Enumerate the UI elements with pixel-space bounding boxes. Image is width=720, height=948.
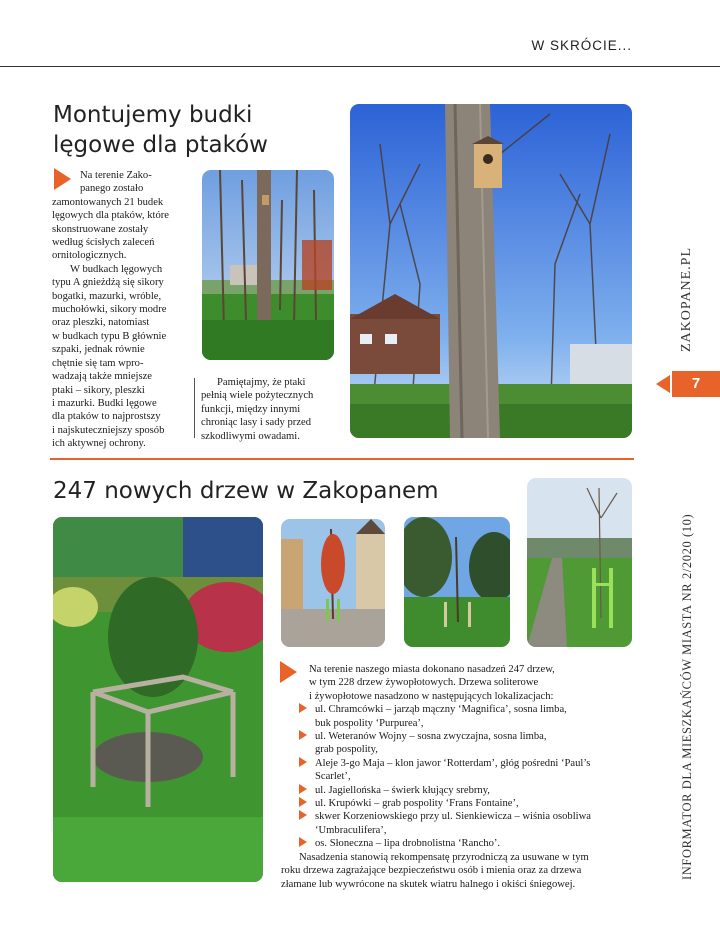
saplings-path-photo — [527, 478, 632, 647]
text-line: szkodliwymi owadami. — [201, 430, 300, 442]
text-line: dla ptaków to najprostszy — [52, 411, 161, 423]
site-name: ZAKOPANE.PL — [679, 247, 694, 352]
text-line: Nasadzenia stanowią rekompensatę przyrodniczą za usuwane w tym — [299, 851, 589, 863]
bullet-arrow-icon — [299, 784, 307, 794]
list-item-continuation: grab pospolity, — [315, 744, 378, 756]
text-line: pełnią wiele pożytecznych — [201, 390, 314, 402]
text-line: ptaki – sikory, pleszki — [52, 384, 145, 396]
text-line: muchołówki, sikory modre — [52, 304, 167, 316]
page-number: 7 — [672, 371, 720, 397]
list-item-continuation: buk pospolity ‘Purpurea’, — [315, 717, 424, 729]
list-item: os. Słoneczna – lipa drobnolistna ‘Rancho’. — [281, 837, 636, 850]
article1-side-text — [201, 376, 351, 443]
header-divider — [0, 66, 720, 67]
article2-title: 247 nowych drzew w Zakopanem — [53, 478, 439, 504]
text-line: i najskuteczniejszy sposób — [52, 424, 165, 436]
text-line: ornitologicznych. — [52, 250, 127, 262]
section-divider — [50, 458, 634, 460]
young-tree-photo — [404, 517, 510, 647]
list-item: ul. Jagiellońska – świerk kłujący srebrny, — [281, 784, 636, 797]
column-divider — [194, 378, 195, 438]
bullet-arrow-icon — [299, 837, 307, 847]
bullet-arrow-icon — [299, 757, 307, 767]
text-line: funkcji, między innymi — [201, 403, 301, 415]
list-item: Aleje 3-go Maja – klon jawor ‘Rotterdam’, głóg pośredni ‘Paul’s — [281, 757, 636, 770]
text-line: chętnie się tam wpro- — [52, 357, 144, 369]
list-item: ul. Chramcówki – jarząb mączny ‘Magnifica’, sosna limba, — [281, 703, 636, 716]
text-line: lęgowych dla ptaków, które — [52, 210, 169, 222]
page-tab-notch — [656, 375, 670, 393]
text-line: W budkach lęgowych — [70, 263, 163, 275]
publication-info: INFORMATOR DLA MIESZKAŃCÓW MIASTA NR 2/2020 (10) — [680, 513, 694, 880]
article1-body — [52, 169, 202, 451]
bullet-arrow-icon — [299, 703, 307, 713]
list-item: skwer Korzeniowskiego przy ul. Sienkiewicza – wiśnia osobliwa — [281, 810, 636, 823]
bullet-arrow-icon — [299, 810, 307, 820]
section-label: W SKRÓCIE... — [531, 38, 632, 53]
text-line: według ścisłych zaleceń — [52, 237, 155, 249]
text-line: w budkach typu B głównie — [52, 330, 167, 342]
birdhouse-tree-photo — [350, 104, 632, 438]
text-line: panego zostało — [80, 183, 144, 195]
street-trees-photo — [281, 519, 385, 647]
list-item: ul. Weteranów Wojny – sosna zwyczajna, sosna limba, — [281, 730, 636, 743]
park-trees-photo — [202, 170, 334, 360]
text-line: bogatki, mazurki, wróble, — [52, 290, 162, 302]
text-line: roku drzewa zagrażające bezpieczeństwu osób i mienia oraz za drzewa — [281, 865, 582, 877]
article1-title-line1: Montujemy budki — [53, 102, 253, 128]
pine-tree-photo — [53, 517, 263, 882]
text-line: ich aktywnej ochrony. — [52, 438, 146, 450]
text-line: chroniąc lasy i sady przed — [201, 417, 312, 429]
article1-title — [53, 100, 268, 160]
text-line: i mazurki. Budki lęgowe — [52, 397, 157, 409]
text-line: skonstruowane zostały — [52, 223, 149, 235]
text-line: zamontowanych 21 budek — [52, 196, 164, 208]
text-line: Pamiętajmy, że ptaki — [217, 377, 306, 388]
text-line: Na terenie naszego miasta dokonano nasadzeń 247 drzew, — [309, 664, 555, 675]
list-item-continuation: Scarlet’, — [315, 771, 351, 783]
list-item: ul. Krupówki – grab pospolity ‘Frans Fontaine’, — [281, 797, 636, 810]
text-line: złamane lub wywrócone na skutek wiatru halnego i okiści śniegowej. — [281, 878, 576, 890]
text-line: wadzają także mniejsze — [52, 371, 152, 383]
article2-body — [281, 663, 636, 891]
text-line: Na terenie Zako- — [80, 170, 152, 181]
article1-title-line2: lęgowe dla ptaków — [53, 132, 268, 158]
text-line: i żywopłotowe nasadzono w następujących lokalizacjach: — [309, 690, 554, 702]
text-line: oraz pleszki, natomiast — [52, 317, 150, 329]
text-line: szpaki, jednak równie — [52, 344, 145, 356]
bullet-arrow-icon — [299, 730, 307, 740]
text-line: w tym 228 drzew żywopłotowych. Drzewa soliterowe — [309, 677, 539, 689]
list-item-continuation: ‘Umbraculifera’, — [315, 824, 387, 836]
text-line: typu A gnieżdżą się sikory — [52, 277, 164, 289]
bullet-arrow-icon — [299, 797, 307, 807]
